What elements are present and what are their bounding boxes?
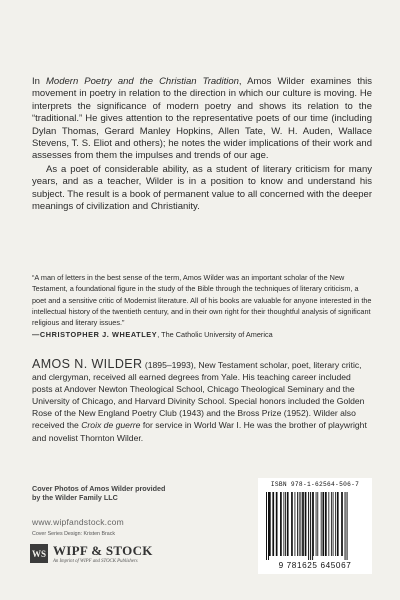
barcode-bar xyxy=(302,492,304,556)
author-name: AMOS N. WILDER xyxy=(32,357,143,371)
endorsement-quote: “A man of letters in the best sense of the term, Amos Wilder was an important scholar of the New Testament, a foundational figure in the study of the Bible through the techniques of literary criticism, a poet and a sensitive critic of Modernist literature. All of his books are valuable for anyone interested in the intellectual history of the twentieth century, and in their own right for their thoughtful analysis of significant religious and literary issues.” xyxy=(32,273,372,328)
barcode-bar xyxy=(287,492,289,556)
description-body-1: , Amos Wilder examines this movement in poetry in relation to the direction in which our culture is moving. He interprets the significance of modern poetry and shows its relation to the “traditional.” He gives attention to the representative poets of our time (including Dylan Thomas, Gerard Manley Hopkins, Allen Tate, W. H. Auden, Wallace Stevens, T. S. Eliot and others); he notes the wider implications of their work and assesses from them the impulses and trends of our age. xyxy=(32,76,372,162)
photo-credit xyxy=(32,484,212,503)
author-bio xyxy=(32,358,372,444)
endorser-affiliation: , The Catholic University of America xyxy=(157,330,273,340)
isbn-digits: 9 781625 645067 xyxy=(278,561,352,570)
bio-award-italic: Croix de guerre xyxy=(81,420,141,431)
barcode-bar xyxy=(276,492,278,556)
book-title-italic: Modern Poetry and the Christian Tradition xyxy=(46,76,239,87)
barcode-bar xyxy=(297,492,298,556)
photo-credit-line-1: Cover Photos of Amos Wilder provided xyxy=(32,484,166,493)
barcode-bar xyxy=(313,492,314,556)
barcode-bar xyxy=(308,492,309,560)
description-paragraph-2: As a poet of considerable ability, as a student of literary criticism for many years, and as a teacher, Wilder is in a position to know and understand his subject. The result is a book of permanent value to all concerned with the deeper meanings of civilization and Christianity. xyxy=(32,163,372,213)
photo-credit-line-2: by the Wilder Family LLC xyxy=(32,493,118,503)
book-description xyxy=(32,76,372,213)
barcode-bar xyxy=(322,492,324,556)
bio-text-2: for service in World War I. He was the brother of playwright and novelist Thornton Wilder. xyxy=(32,420,367,443)
description-prefix: In xyxy=(32,76,47,87)
publisher-website[interactable]: www.wipfandstock.com xyxy=(32,517,124,527)
barcode-bar xyxy=(321,492,322,556)
publisher-tagline: An Imprint of WIPF and STOCK Publishers xyxy=(53,559,138,564)
barcode-bar xyxy=(325,492,327,556)
isbn-label: ISBN 978-1-62564-506-7 xyxy=(270,481,360,488)
barcode-bar xyxy=(335,492,336,556)
publisher-logo-icon: WS xyxy=(30,544,48,563)
barcode-bar xyxy=(305,492,307,556)
endorser-name: CHRISTOPHER J. WHEATLEY xyxy=(39,330,158,340)
barcode-bar xyxy=(291,492,293,556)
barcode-bar xyxy=(337,492,339,556)
barcode-bars xyxy=(264,492,366,560)
description-paragraph-1 xyxy=(32,76,372,163)
bio-text-1: (1895–1993), New Testament scholar, poet, literary critic, and clergyman, received all earned degrees from Yale. His teaching career included posts at Andover Newton Theological School, Chicago Theological Seminary and the University of Chicago, and Harvard Divinity School. Special honors included the Golden Rose of the New England Poetry Club (1943) and the Bross Prize (1952). Wilder also received the xyxy=(32,360,365,431)
barcode-bar xyxy=(312,492,313,560)
barcode-bar xyxy=(272,492,274,556)
barcode-bar xyxy=(317,492,318,556)
publisher-name: WIPF & STOCK xyxy=(53,543,153,558)
cover-design-credit: Cover Series Design: Kristen Brack xyxy=(32,531,116,537)
endorsement-attribution xyxy=(32,329,372,340)
barcode-bar xyxy=(328,492,329,556)
barcode-bar xyxy=(266,492,267,560)
barcode-bar xyxy=(331,492,332,556)
barcode-bar xyxy=(280,492,282,556)
barcode-bar xyxy=(285,492,286,556)
barcode-bar xyxy=(300,492,301,556)
barcode-bar xyxy=(299,492,300,556)
endorsement xyxy=(32,272,372,341)
isbn-barcode xyxy=(258,478,372,574)
barcode-bar xyxy=(345,492,346,560)
barcode-bar xyxy=(341,492,343,556)
barcode-bar xyxy=(333,492,334,556)
barcode-bar xyxy=(268,492,269,560)
barcode-bar xyxy=(283,492,284,556)
barcode-bar xyxy=(316,492,317,556)
attribution-dash: — xyxy=(32,330,40,340)
publisher-block xyxy=(30,544,210,568)
barcode-bar xyxy=(295,492,296,556)
barcode-bar xyxy=(347,492,348,560)
barcode-bar xyxy=(310,492,311,560)
barcode-bar xyxy=(269,492,271,556)
